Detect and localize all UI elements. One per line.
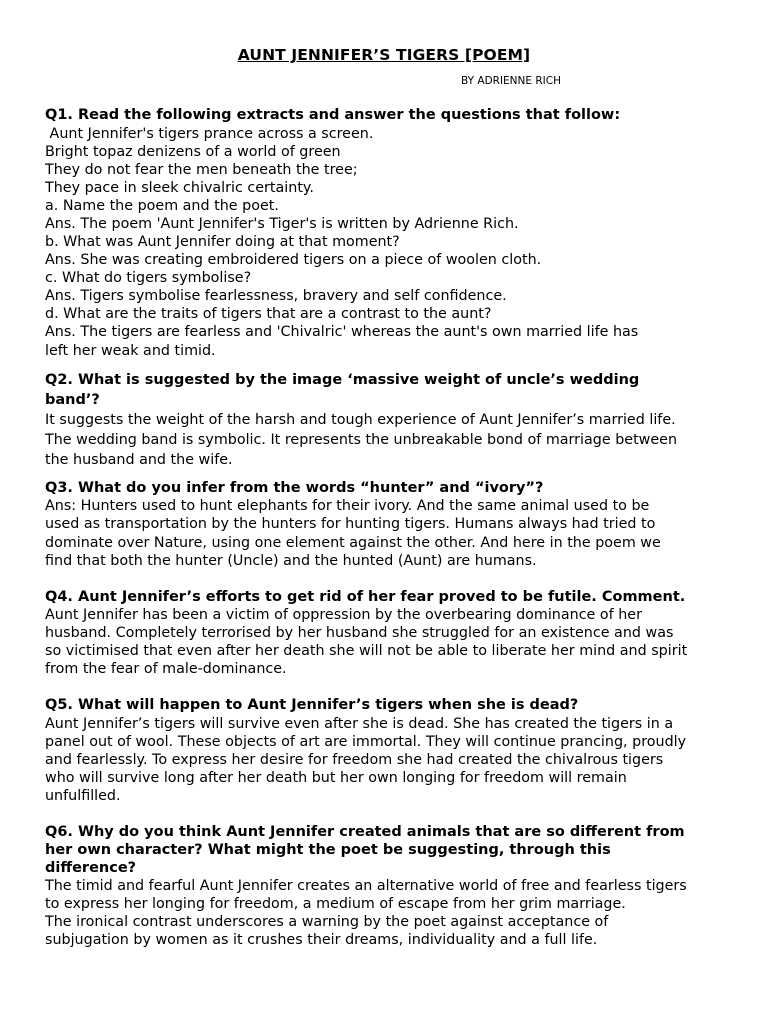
q6-line: The timid and fearful Aunt Jennifer creates an alternative world of free and fearless tigers [45,878,687,894]
q1-line: Bright topaz denizens of a world of green [45,144,341,160]
question-2: band’? [45,392,100,408]
question-2: Q2. What is suggested by the image ‘massive weight of uncle’s wedding [45,372,640,388]
q4-line: Aunt Jennifer has been a victim of oppression by the overbearing dominance of her [45,607,642,623]
q1-line: Ans. She was creating embroidered tigers on a piece of woolen cloth. [45,252,542,268]
q1-line: Aunt Jennifer's tigers prance across a screen. [45,126,374,142]
question-6: Q6. Why do you think Aunt Jennifer created animals that are so different from [45,824,685,840]
q6-line: The ironical contrast underscores a warning by the poet against acceptance of [45,914,609,930]
q3-line: find that both the hunter (Uncle) and the hunted (Aunt) are humans. [45,553,537,569]
q1-line: Ans. Tigers symbolise fearlessness, bravery and self confidence. [45,288,507,304]
question-5: Q5. What will happen to Aunt Jennifer’s tigers when she is dead? [45,697,579,713]
q1-line: b. What was Aunt Jennifer doing at that moment? [45,234,400,250]
q3-line: dominate over Nature, using one element against the other. And here in the poem we [45,535,661,551]
q5-line: unfulfilled. [45,788,121,804]
q1-line: c. What do tigers symbolise? [45,270,252,286]
q2-line: It suggests the weight of the harsh and tough experience of Aunt Jennifer’s married life. [45,412,676,428]
q1-line: They pace in sleek chivalric certainty. [45,180,314,196]
q1-line: They do not fear the men beneath the tree; [45,162,358,178]
q3-line: Ans: Hunters used to hunt elephants for their ivory. And the same animal used to be [45,498,650,514]
q1-line: d. What are the traits of tigers that are a contrast to the aunt? [45,306,492,322]
q5-line: Aunt Jennifer’s tigers will survive even after she is dead. She has created the tigers in a [45,716,674,732]
q6-line: to express her longing for freedom, a medium of escape from her grim marriage. [45,896,626,912]
q5-line: and fearlessly. To express her desire for freedom she had created the chivalrous tigers [45,752,664,768]
question-4: Q4. Aunt Jennifer’s efforts to get rid of her fear proved to be futile. Comment. [45,589,686,605]
question-3: Q3. What do you infer from the words “hunter” and “ivory”? [45,480,544,496]
document-title: AUNT JENNIFER’S TIGERS [POEM] [237,46,531,64]
q4-line: from the fear of male-dominance. [45,661,287,677]
q1-line: Ans. The poem 'Aunt Jennifer's Tiger's is written by Adrienne Rich. [45,216,519,232]
q4-line: husband. Completely terrorised by her husband she struggled for an existence and was [45,625,674,641]
q3-line: used as transportation by the hunters for hunting tigers. Humans always had tried to [45,516,656,532]
q4-line: so victimised that even after her death she will not be able to liberate her mind and spirit [45,643,688,659]
q5-line: panel out of wool. These objects of art are immortal. They will continue prancing, proudly [45,734,687,750]
question-6: difference? [45,860,137,876]
byline: BY ADRIENNE RICH [461,75,561,87]
question-6: her own character? What might the poet be suggesting, through this [45,842,611,858]
question-1: Q1. Read the following extracts and answer the questions that follow: [45,107,621,123]
q2-line: the husband and the wife. [45,452,233,468]
q1-line: Ans. The tigers are fearless and 'Chivalric' whereas the aunt's own married life has [45,324,639,340]
q5-line: who will survive long after her death but her own longing for freedom will remain [45,770,627,786]
q1-line: a. Name the poem and the poet. [45,198,279,214]
q2-line: The wedding band is symbolic. It represents the unbreakable bond of marriage between [45,432,678,448]
q1-line: left her weak and timid. [45,343,216,359]
q6-line: subjugation by women as it crushes their dreams, individuality and a full life. [45,932,598,948]
